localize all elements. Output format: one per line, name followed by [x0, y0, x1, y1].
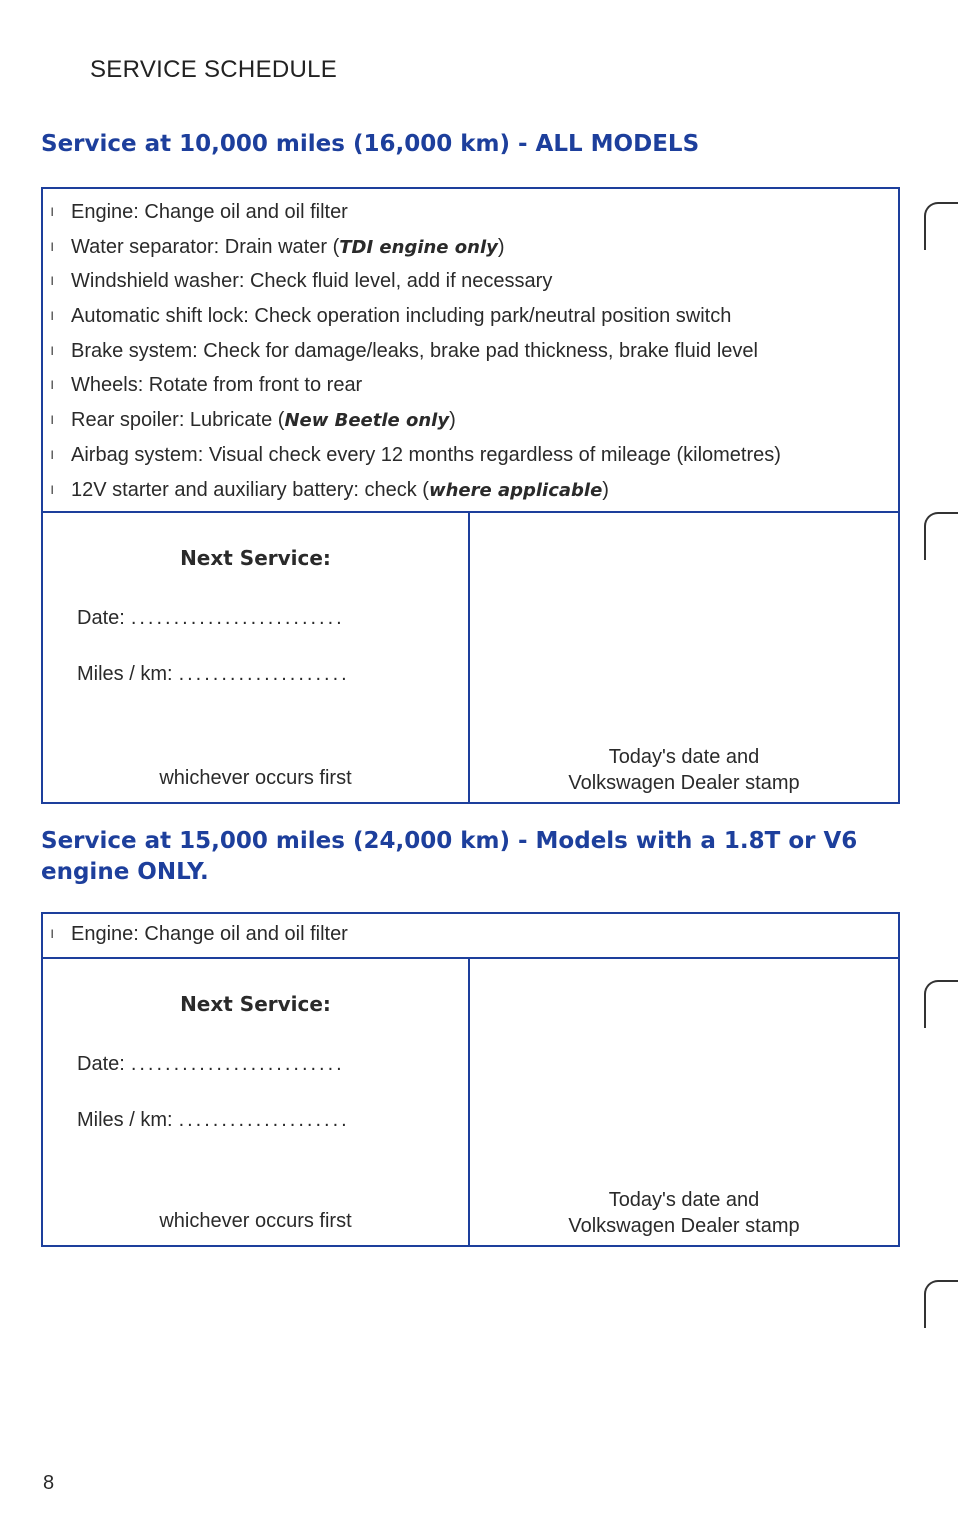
task-text: Automatic shift lock: Check operation including park/neutral position switch — [71, 305, 732, 328]
stamp-label — [470, 1187, 898, 1239]
binder-tab-icon — [924, 1280, 958, 1328]
whichever-hint: whichever occurs first — [159, 1210, 352, 1232]
section1-box — [41, 187, 900, 804]
date-label: Date: — [77, 607, 125, 629]
bullet-icon: ı — [50, 272, 55, 290]
bullet-icon: ı — [50, 445, 55, 463]
date-dots: ......................... — [130, 607, 345, 629]
stamp-label — [470, 744, 898, 796]
next-service-panel — [43, 513, 470, 802]
task-text: Water separator: Drain water ( — [71, 235, 340, 258]
binder-tab-icon — [924, 980, 958, 1028]
next-service-panel — [43, 959, 470, 1245]
task-item — [43, 195, 898, 230]
task-item — [43, 368, 898, 403]
page-header: SERVICE SCHEDULE — [90, 56, 338, 83]
task-note: New Beetle only — [284, 410, 450, 432]
date-field — [77, 607, 345, 630]
service-record — [43, 957, 898, 1245]
bullet-icon: ı — [50, 480, 55, 498]
bullet-icon: ı — [50, 341, 55, 359]
section2-title: Service at 15,000 miles (24,000 km) - Models with a 1.8T or V6 engine ONLY. — [41, 828, 858, 885]
stamp-line1: Today's date and — [608, 746, 760, 768]
bullet-icon: ı — [50, 411, 55, 429]
next-service-label: Next Service: — [180, 992, 331, 1016]
stamp-line2: Volkswagen Dealer stamp — [568, 1215, 800, 1237]
task-item — [43, 917, 898, 952]
date-dots: ......................... — [130, 1053, 345, 1075]
bullet-icon: ı — [50, 376, 55, 394]
binder-tab-icon — [924, 202, 958, 250]
task-text: Brake system: Check for damage/leaks, brake pad thickness, brake fluid level — [71, 339, 758, 362]
miles-dots: .................... — [178, 663, 350, 685]
binder-tab-icon — [924, 512, 958, 560]
task-note: TDI engine only — [339, 236, 498, 258]
section1-title: Service at 10,000 miles (16,000 km) - ALL MODELS — [41, 131, 700, 157]
miles-label: Miles / km: — [77, 663, 173, 685]
task-text: Engine: Change oil and oil filter — [71, 201, 348, 223]
task-close: ) — [497, 235, 505, 258]
stamp-line1: Today's date and — [608, 1189, 760, 1211]
task-text: Airbag system: Visual check every 12 months regardless of mileage (kilometres) — [71, 443, 781, 466]
miles-label: Miles / km: — [77, 1109, 173, 1131]
bullet-icon: ı — [50, 925, 55, 942]
bullet-icon: ı — [50, 203, 55, 220]
bullet-icon: ı — [50, 237, 55, 255]
task-close: ) — [449, 409, 456, 432]
task-item — [43, 230, 898, 265]
task-item — [43, 473, 898, 508]
task-text: Rear spoiler: Lubricate ( — [71, 409, 285, 432]
miles-field — [77, 663, 350, 686]
service-record — [43, 511, 898, 802]
section2-task-list — [43, 914, 898, 952]
next-service-label: Next Service: — [180, 546, 331, 570]
date-label: Date: — [77, 1053, 125, 1075]
whichever-hint: whichever occurs first — [159, 767, 352, 789]
date-field — [77, 1053, 345, 1076]
dealer-stamp-area — [470, 513, 898, 802]
task-text: Engine: Change oil and oil filter — [71, 923, 348, 945]
stamp-line2: Volkswagen Dealer stamp — [568, 772, 800, 794]
bullet-icon: ı — [50, 307, 55, 325]
task-text: 12V starter and auxiliary battery: check ( — [71, 478, 429, 501]
task-item — [43, 403, 898, 438]
task-close: ) — [602, 478, 609, 501]
task-item — [43, 264, 898, 299]
task-text: Wheels: Rotate from front to rear — [71, 374, 363, 397]
task-text: Windshield washer: Check fluid level, add if necessary — [71, 270, 553, 293]
miles-dots: .................... — [178, 1109, 350, 1131]
miles-field — [77, 1109, 350, 1132]
section2-box — [41, 912, 900, 1247]
task-item — [43, 299, 898, 334]
dealer-stamp-area — [470, 959, 898, 1245]
section1-task-list — [43, 189, 898, 507]
page-number: 8 — [43, 1472, 55, 1494]
task-note: where applicable — [428, 479, 603, 501]
task-item — [43, 438, 898, 473]
task-item — [43, 334, 898, 369]
